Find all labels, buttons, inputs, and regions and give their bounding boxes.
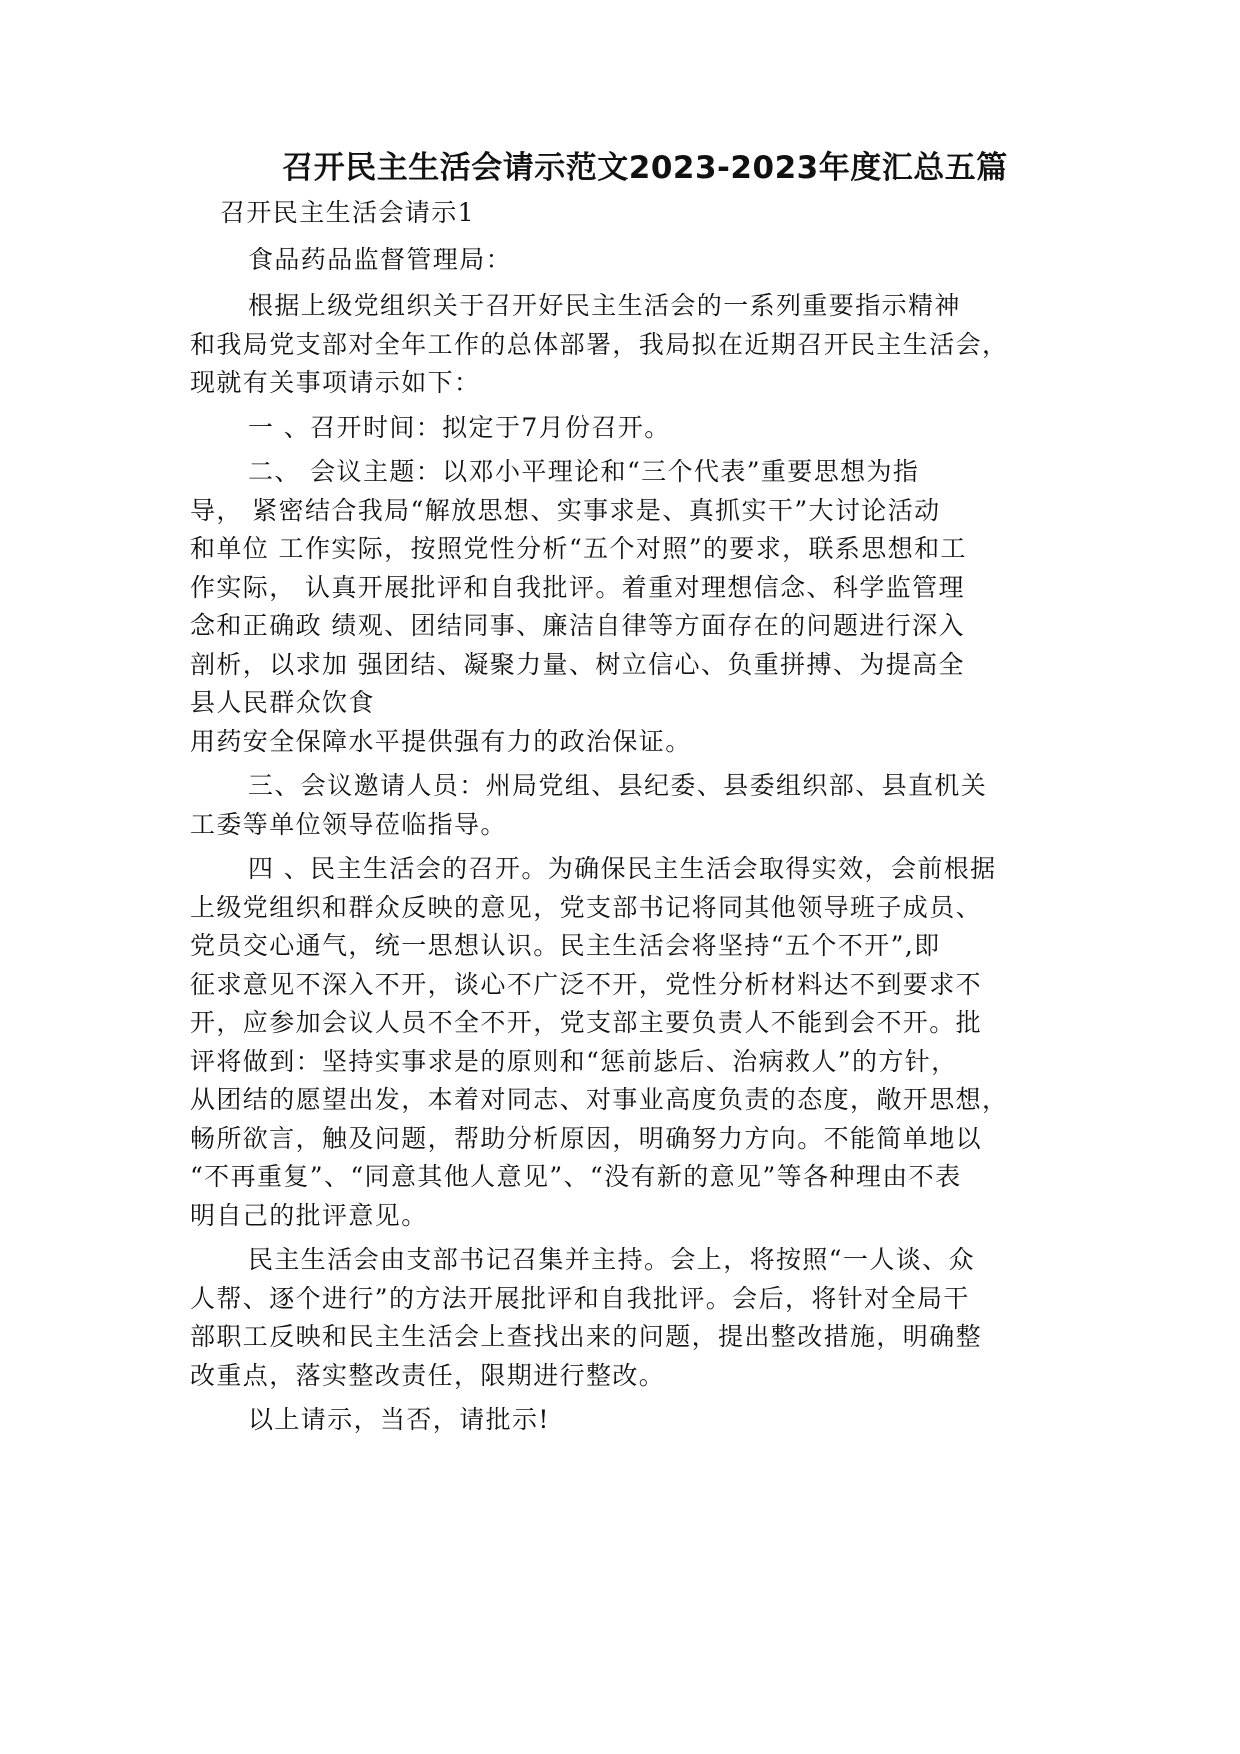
text-line: 导， 紧密结合我局“解放思想、实事求是、真抓实干”大讨论活动 (190, 495, 941, 525)
text-line: 现就有关事项请示如下： (190, 368, 481, 397)
text-line: 用药安全保障水平提供强有力的政治保证。 (190, 726, 692, 756)
text-line: 二、 会议主题：以邓小平理论和“三个代表”重要思想为指 (248, 457, 920, 486)
item-meeting-time: 一 、召开时间：拟定于7月份召开。 (248, 412, 671, 442)
text-line: 部职工反映和民主生活会上查找出来的问题，提出整改措施，明确整 (190, 1322, 983, 1351)
item-meeting-theme (190, 453, 1050, 761)
text-line: 开，应参加会议人员不全不开，党支部主要负责人不能到会不开。批 (190, 1008, 983, 1037)
text-line: 从团结的愿望出发，本着对同志、对事业高度负责的态度，敞开思想， (190, 1085, 1009, 1114)
text-line: 上级党组织和群众反映的意见，党支部书记将同其他领导班子成员、 (190, 892, 983, 922)
addressee-line: 食品药品监督管理局： (248, 244, 513, 274)
paragraph-hosting (190, 1241, 1050, 1395)
text-line: 和我局党支部对全年工作的总体部署，我局拟在近期召开民主生活会， (190, 329, 1009, 359)
item-invited-guests (190, 767, 1050, 844)
text-line: 征求意见不深入不开，谈心不广泛不开，党性分析材料达不到要求不 (190, 969, 983, 999)
text-line: 党员交心通气，统一思想认识。民主生活会将坚持“五个不开”,即 (190, 931, 941, 960)
text-line: 明自己的批评意见。 (190, 1200, 428, 1230)
text-line: 县人民群众饮食 (190, 688, 375, 717)
text-line: 作实际， 认真开展批评和自我批评。着重对理想信念、科学监管理 (190, 572, 965, 602)
text-line: 人帮、逐个进行”的方法开展批评和自我批评。会后，将针对全局干 (190, 1283, 970, 1313)
text-line: 民主生活会由支部书记召集并主持。会上，将按照“一人谈、众 (248, 1245, 975, 1274)
text-line: 和单位 工作实际，按照党性分析“五个对照”的要求，联系思想和工 (190, 534, 967, 563)
text-line: 畅所欲言，触及问题，帮助分析原因，明确努力方向。不能简单地以 (190, 1123, 983, 1153)
text-line: 念和正确政 绩观、团结同事、廉洁自律等方面存在的问题进行深入 (190, 611, 965, 640)
text-line: 改重点，落实整改责任，限期进行整改。 (190, 1360, 666, 1390)
document-title: 召开民主生活会请示范文2023-2023年度汇总五篇 (282, 150, 1008, 186)
text-line: “不再重复”、“同意其他人意见”、“没有新的意见”等各种理由不表 (190, 1162, 962, 1191)
closing-line: 以上请示，当否，请批示! (248, 1405, 550, 1434)
paragraph-intro (190, 287, 1050, 403)
document-subheading: 召开民主生活会请示1 (220, 198, 475, 227)
text-line: 根据上级党组织关于召开好民主生活会的一系列重要指示精神 (248, 291, 961, 320)
text-line: 四 、民主生活会的召开。为确保民主生活会取得实效，会前根据 (248, 854, 997, 883)
item-meeting-process (190, 850, 1050, 1235)
document-body (190, 194, 1050, 1440)
text-line: 剖析，以求加 强团结、凝聚力量、树立信心、负重拼搏、为提高全 (190, 649, 965, 679)
text-line: 工委等单位领导莅临指导。 (190, 809, 507, 839)
text-line: 评将做到：坚持实事求是的原则和“惩前毖后、治病救人”的方针， (190, 1046, 958, 1076)
text-line: 三、会议邀请人员：州局党组、县纪委、县委组织部、县直机关 (248, 771, 988, 800)
